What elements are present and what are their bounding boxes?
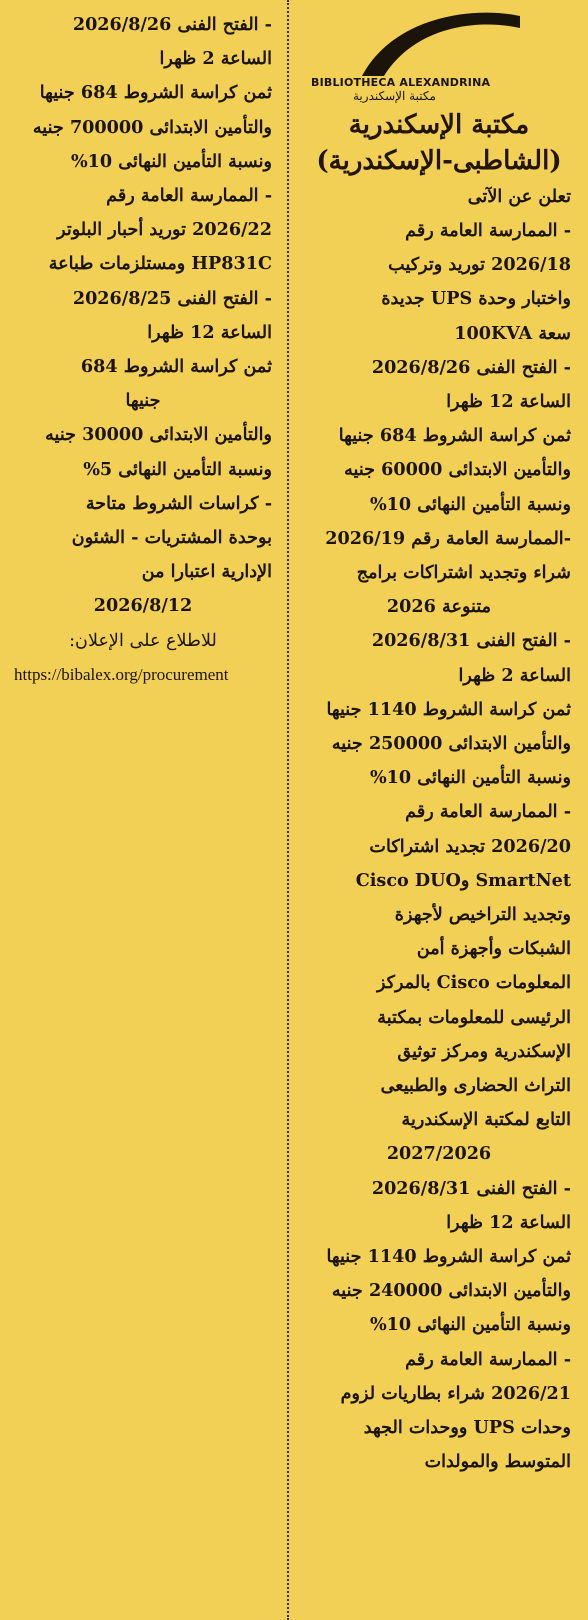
text-line: شراء وتجديد اشتراكات برامج — [356, 562, 571, 584]
text-line: المتوسط والمولدات — [424, 1451, 571, 1473]
text-line: ثمن كراسة الشروط 684 جنيها — [338, 425, 571, 447]
text-line: - الممارسة العامة رقم — [106, 185, 272, 207]
announcement-title — [307, 107, 571, 180]
text-line: - الممارسة العامة رقم — [405, 801, 571, 823]
text-line: بوحدة المشتريات - الشئون — [71, 527, 272, 549]
text-line: - الممارسة العامة رقم — [405, 1348, 571, 1370]
text-line: الساعة 2 ظهرا — [458, 664, 571, 686]
left-column-text — [14, 8, 272, 692]
text-line: والتأمين الابتدائى 250000 جنيه — [331, 733, 571, 755]
title-line: مكتبة الإسكندرية — [348, 110, 530, 140]
text-line: والتأمين الابتدائى 30000 جنيه — [45, 424, 272, 446]
text-line: للاطلاع على الإعلان: — [69, 630, 217, 651]
text-line: SmartNet وCisco DUO — [355, 869, 571, 891]
text-line: 2026/8/12 — [93, 595, 193, 617]
left-column — [6, 0, 284, 692]
text-line: والتأمين الابتدائى 240000 جنيه — [331, 1280, 571, 1302]
text-line: ونسبة التأمين النهائى 10% — [369, 493, 571, 515]
text-line: - الممارسة العامة رقم — [405, 219, 571, 241]
text-line: واختبار وحدة UPS جديدة — [381, 288, 571, 310]
text-line: الساعة 12 ظهرا — [446, 391, 571, 412]
text-line: المعلومات Cisco بالمركز — [376, 972, 571, 994]
text-line: الساعة 2 ظهرا — [159, 48, 272, 70]
text-line: ثمن كراسة الشروط 684 جنيها — [39, 82, 272, 104]
title-line: (الشاطبى-الإسكندرية) — [316, 146, 562, 177]
text-line: وحدات UPS ووحدات الجهد — [363, 1417, 571, 1439]
text-line: الساعة 12 ظهرا — [147, 321, 272, 343]
right-column — [293, 0, 583, 1480]
library-logo — [307, 6, 571, 103]
text-line: متنوعة 2026 — [386, 596, 492, 618]
text-line: - الفتح الفنى 2026/8/31 — [371, 1177, 571, 1199]
library-logo-icon — [354, 6, 524, 78]
text-line: ثمن كراسة الشروط 684 — [80, 356, 272, 378]
text-line: 2026/20 تجديد اشتراكات — [369, 835, 571, 857]
text-line: ونسبة التأمين النهائى 10% — [369, 1314, 571, 1336]
text-line: 2026/21 شراء بطاريات لزوم — [340, 1382, 571, 1404]
text-line: - الفتح الفنى 2026/8/25 — [72, 287, 272, 309]
text-line: 2026/22 توريد أحبار البلوتر — [57, 219, 272, 241]
text-line: التابع لمكتبة الإسكندرية — [401, 1109, 571, 1131]
text-line: - الفتح الفنى 2026/8/31 — [371, 630, 571, 652]
column-divider — [287, 0, 289, 1620]
text-line: HP831C ومستلزمات طباعة — [48, 253, 272, 275]
text-line: ونسبة التأمين النهائى 10% — [369, 767, 571, 789]
text-line: 2026/18 توريد وتركيب — [388, 254, 571, 276]
text-line: ثمن كراسة الشروط 1140 جنيها — [326, 698, 571, 720]
text-line: ثمن كراسة الشروط 1140 جنيها — [326, 1246, 571, 1268]
text-line: الرئيسى للمعلومات بمكتبة — [377, 1006, 571, 1028]
text-line: 2027/2026 — [386, 1143, 492, 1165]
text-line: الساعة 12 ظهرا — [446, 1211, 571, 1233]
text-line: - كراسات الشروط متاحة — [85, 492, 272, 514]
text-line: الإدارية اعتبارا من — [141, 561, 272, 583]
logo-arabic-text: مكتبة الإسكندرية — [353, 89, 436, 103]
text-line: - الفتح الفنى 2026/8/26 — [72, 14, 272, 35]
text-line: جنيها — [125, 390, 161, 412]
text-line: والتأمين الابتدائى 60000 جنيه — [344, 459, 571, 481]
text-line: -الممارسة العامة رقم 2026/19 — [325, 527, 571, 549]
right-column-text — [307, 180, 571, 1480]
text-line: ونسبة التأمين النهائى 5% — [83, 458, 272, 480]
text-line: الشبكات وأجهزة أمن — [416, 938, 571, 960]
text-line: ونسبة التأمين النهائى 10% — [70, 150, 272, 172]
text-line: https://bibalex.org/procurement — [14, 664, 229, 684]
text-line: والتأمين الابتدائى 700000 جنيه — [32, 116, 272, 138]
text-line: وتجديد التراخيص لأجهزة — [394, 904, 571, 926]
text-line: - الفتح الفنى 2026/8/26 — [371, 356, 571, 378]
text-line: تعلن عن الآتى — [467, 185, 571, 207]
logo-latin-text: BIBLIOTHECA ALEXANDRINA — [311, 76, 491, 89]
text-line: الإسكندرية ومركز توثيق — [397, 1040, 571, 1062]
text-line: سعة 100KVA — [454, 322, 571, 344]
text-line: التراث الحضارى والطبيعى — [380, 1075, 571, 1097]
